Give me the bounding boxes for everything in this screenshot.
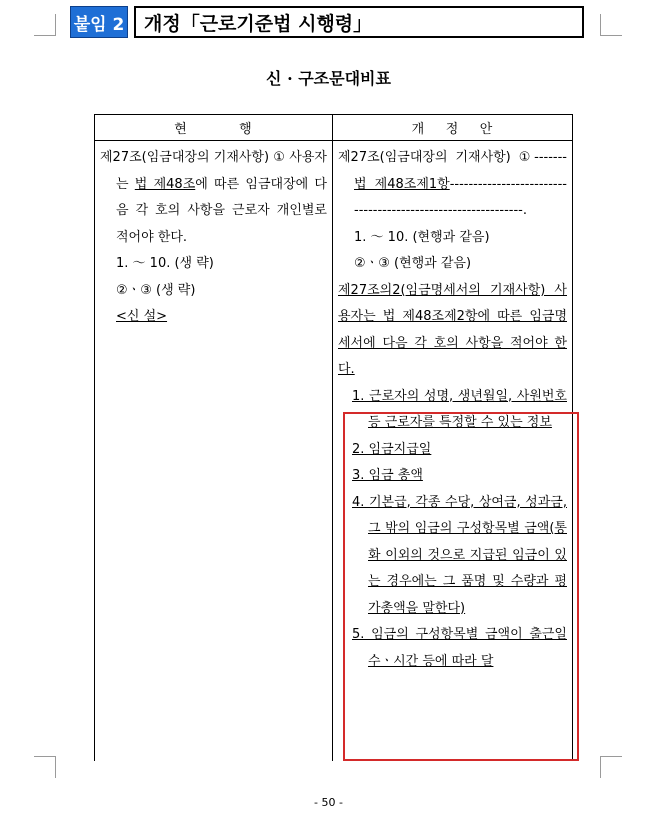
attachment-badge: 붙임 2 (70, 6, 128, 38)
new-item-5: 5. 임금의 구성항목별 금액이 출근일수ㆍ시간 등에 따라 달 (352, 627, 567, 669)
page-number: - 50 - (314, 796, 343, 809)
law-reference: 법 제48조제1항 (354, 176, 450, 192)
crop-mark (600, 756, 622, 757)
comparison-table (94, 114, 573, 761)
current-item-2-3: ②ㆍ③ (생 략) (116, 282, 196, 298)
crop-mark (55, 14, 56, 36)
crop-mark (600, 756, 601, 778)
revised-item-2-3: ②ㆍ③ (현행과 같음) (354, 256, 472, 271)
crop-mark (55, 756, 56, 778)
law-reference: 법 제48조 (134, 176, 196, 192)
new-marker: <신 설> (116, 309, 168, 324)
crop-mark (34, 756, 56, 757)
revised-item-1-10: 1. ～ 10. (현행과 같음) (354, 229, 490, 245)
new-item-1: 1. 근로자의 성명, 생년월일, 사원번호 등 근로자를 특정할 수 있는 정보 (352, 388, 567, 430)
current-column (95, 141, 333, 762)
crop-mark (600, 14, 601, 36)
new-item-4: 4. 기본급, 각종 수당, 상여금, 성과금, 그 밖의 임금의 구성항목별 금액(통화 이외의 것으로 지급된 임금이 있는 경우에는 그 품명 및 수량과 평가총액을 말한다) (352, 494, 567, 616)
current-item-1-10: 1. ～ 10. (생 략) (116, 256, 214, 271)
current-article-27: 제27조(임금대장의 기재사항) ① 사용자는 법 제48조에 따른 임금대장에 다음 각 호의 사항을 근로자 개인별로 적어야 한다. (100, 150, 327, 245)
document-title: 신 · 구조문대비표 (266, 69, 391, 88)
new-article-27-2: 제27조의2(임금명세서의 기재사항) 사용자는 법 제48조제2항에 따른 임금명세서에 다음 각 호의 사항을 적어야 한다. (338, 282, 567, 377)
header-title: 개정「근로기준법 시행령」 (134, 6, 584, 38)
crop-mark (34, 35, 56, 36)
revised-column (333, 141, 573, 762)
document-header (70, 6, 584, 38)
column-header-revised: 개 정 안 (333, 115, 573, 141)
crop-mark (600, 35, 622, 36)
column-header-current: 현 행 (95, 115, 333, 141)
revised-article-27: 제27조(임금대장의 기재사항) ①-------법 제48조제1항-------------------------------------------------------------. (338, 150, 567, 218)
new-item-3: 3. 임금 총액 (352, 468, 423, 483)
new-item-2: 2. 임금지급일 (352, 441, 432, 457)
